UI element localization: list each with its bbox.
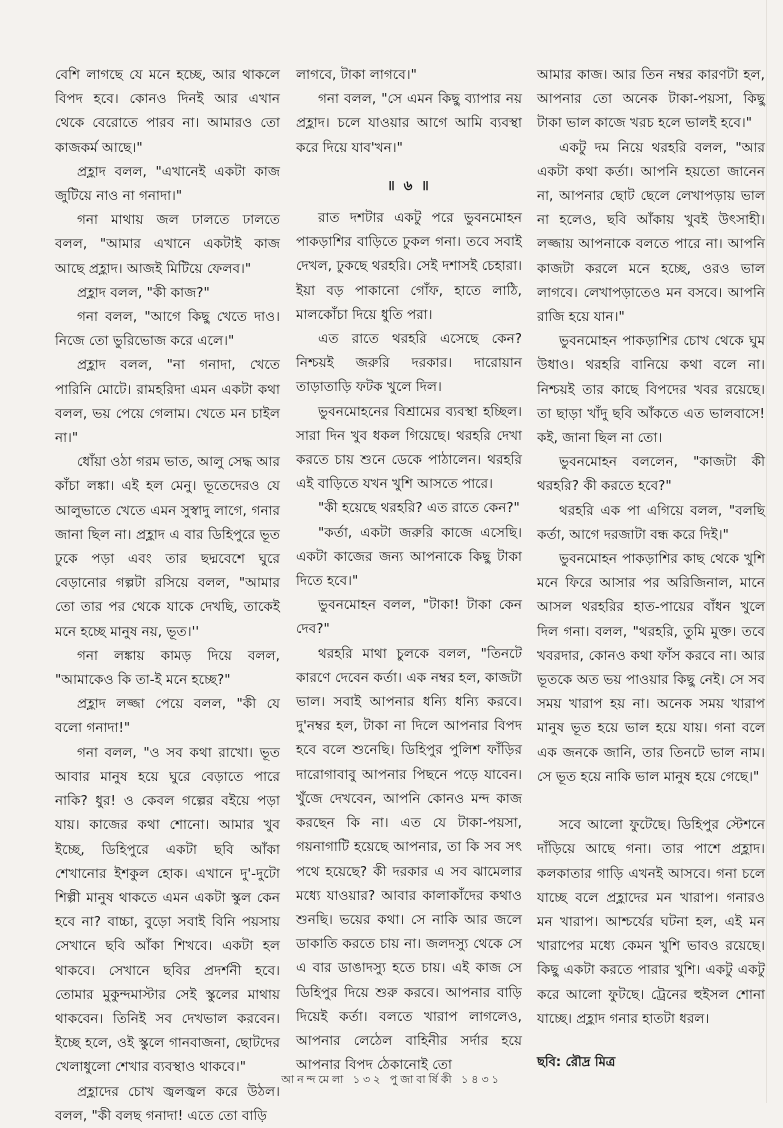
paragraph: আমার কাজ। আর তিন নম্বর কারণটা হল, আপনার তো অনেক টাকা-পয়সা, কিছু টাকা ভাল কাজে খরচ হলে ভালই হবে।" <box>537 67 765 132</box>
paragraph: প্রহ্লাদ বলল, "না গনাদা, খেতে পারিনি মোটে। রামহরিদা এমন একটা কথা বলল, ভয় পেয়ে গেলাম। খেতে মন চাইল না।" <box>55 357 280 447</box>
illustration-credit: ছবি: রৌদ্র মিত্র <box>537 1054 616 1070</box>
column-2-top-paragraphs <box>296 63 522 160</box>
page-footer: আনন্দমেলা ১৩২ পুজাবার্ষিকী ১৪৩১ <box>281 1073 502 1086</box>
paragraph: সবে আলো ফুটেছে। ডিহিপুর স্টেশনে দাঁড়িয়ে আছে গনা। তার পাশে প্রহ্লাদ। কলকাতার গাড়ি এখনই আসবে। গনা চলে যাচ্ছে বলে প্রহ্লাদের মন খারাপ। গনারও মন খারাপ। আশ্চর্যের ঘটনা হল, এই মন খারাপের মধ্যে কেমন খুশি ভাবও রয়েছে। কিছু একটা করতে পারার খুশি। একটু একটু করে আলো ফুটছে। ট্রেনের হুইসল শোনা যাচ্ছে। প্রহ্লাদ গনার হাতটা ধরল। <box>537 817 765 1027</box>
page-edge-line <box>766 0 767 1103</box>
paragraph: থরহরি এক পা এগিয়ে বলল, "বলছি কর্তা, আগে দরজাটা বন্ধ করে দিই।" <box>537 502 765 543</box>
column-3-top-paragraphs <box>537 63 765 789</box>
paragraph: ভুবনমোহন পাকড়াশির কাছ থেকে খুশি মনে ফিরে আসার পর অরিজিনাল, মানে আসল থরহরির হাত-পায়ের বাঁধন খুলে দিল গনা। বলল, "থরহরি, তুমি মুক্ত। তবে খবরদার, কোনও কথা ফাঁস করবে না। আর ভূতকে অত ভয় পাওয়ার কিছু নেই। সে সব সময় খারাপ হয় না। অনেক সময় খারাপ মানুষ ভূত হয়ে ভাল হয়ে যায়। গনা বলে এক জনকে জানি, তার তিনটে ভাল নাম। সে ভূত হয়ে নাকি ভাল মানুষ হয়ে গেছে।" <box>537 551 765 785</box>
paragraph: গনা বলল, "সে এমন কিছু ব্যাপার নয় প্রহ্লাদ। চলে যাওয়ার আগে আমি ব্যবস্থা করে দিয়ে যাব'খন।" <box>296 91 522 156</box>
paragraph: ভুবনমোহন পাকড়াশির চোখ থেকে ঘুম উধাও। থরহরি বানিয়ে কথা বলে না। নিশ্চয়ই তার কাছে বিপদের খবর রয়েছে। তা ছাড়া খাঁদু ছবি আঁকতে এত ভালবাসে! কই, জানা ছিল না তো। <box>537 333 765 447</box>
paragraph: বেশি লাগছে যে মনে হচ্ছে, আর থাকলে বিপদ হবে। কোনও দিনই আর এখান থেকে বেরোতে পারব না। আমারও তো কাজকর্ম আছে।" <box>55 67 280 156</box>
paragraph: রাত দশটার একটু পরে ভুবনমোহন পাকড়াশির বাড়িতে ঢুকল গনা। তবে সবাই দেখল, ঢুকছে থরহরি। সেই দশাসই চেহারা। ইয়া বড় পাকানো গোঁফ, হাতে লাঠি, মালকোঁচা দিয়ে ধুতি পরা। <box>296 210 522 323</box>
paragraph: একটু দম নিয়ে থরহরি বলল, "আর একটা কথা কর্তা। আপনি হয়তো জানেন না, আপনার ছোট ছেলে লেখাপড়ায় ভাল না হলেও, ছবি আঁকায় খুবই উৎসাহী। লজ্জায় আপনাকে বলতে পারে না। আপনি কাজটা করলে মনে হচ্ছে, ওরও ভাল লাগবে। লেখাপড়াতেও মন বসবে। আপনি রাজি হয়ে যান।" <box>537 139 765 326</box>
text-column-2 <box>296 63 522 1077</box>
paragraph: প্রহ্লাদ লজ্জা পেয়ে বলল, "কী যে বলো গনাদা!" <box>55 696 280 737</box>
paragraph: ভুবনমোহন বললেন, "কাজটা কী থরহরি? কী করতে হবে?" <box>537 454 765 495</box>
scene-break <box>537 789 765 813</box>
paragraph: ভুবনমোহন বলল, "টাকা! টাকা কেন দেব?" <box>296 597 522 638</box>
paragraph: গনা মাথায় জল ঢালতে ঢালতে বলল, "আমার এখানে একটাই কাজ আছে প্রহ্লাদ। আজই মিটিয়ে ফেলব।" <box>55 212 280 277</box>
paragraph: ধোঁয়া ওঠা গরম ভাত, আলু সেদ্ধ আর কাঁচা লঙ্কা। এই হল মেনু। ভূতেদেরও যে আলুভাতে খেতে এমন সুস্বাদু লাগে, গনার জানা ছিল না। প্রহ্লাদ এ বার ডিহিপুরে ভূত ঢুকে পড়া এবং তার ছদ্মবেশে ঘুরে বেড়ানোর গল্পটা রসিয়ে বলল, "আমার তো তার পর থেকে যাকে দেখছি, তাকেই মনে হচ্ছে মানুষ নয়, ভূত।'' <box>55 454 280 640</box>
paragraph: গনা লঙ্কায় কামড় দিয়ে বলল, "আমাকেও কি তা-ই মনে হচ্ছে?" <box>55 647 280 689</box>
paragraph: "কী হয়েছে থরহরি? এত রাতে কেন?" <box>318 500 520 517</box>
paragraph: লাগবে, টাকা লাগবে।" <box>296 67 417 83</box>
paragraph: প্রহ্লাদের চোখ জ্বলজ্বল করে উঠল। বলল, "কী বলছ গনাদা! এতে তো বাড়ি <box>55 1083 280 1124</box>
column-3-bottom-paragraphs <box>537 813 765 1031</box>
paragraph: থরহরি মাথা চুলকে বলল, "তিনটে কারণে দেবেন কর্তা। এক নম্বর হল, কাজটা ভাল। সবাই আপনার ধন্যি ধন্যি করবে। দু'নম্বর হল, টাকা না দিলে আপনার বিপদ হবে বলে শুনেছি। ডিহিপুর পুলিশ ফাঁড়ির দারোগাবাবু আপনার পিছনে পড়ে যাবেন। খুঁজে দেখবেন, আপনি কোনও মন্দ কাজ করছেন কি না। এত যে টাকা-পয়সা, গয়নাগাটি হয়েছে আপনার, তা কি সব সৎ পথে হয়েছে? কী দরকার এ সব ঝামেলার মধ্যে যাওয়ার? আবার কালাকাঁদের কথাও শুনছি। ভয়ের কথা। সে নাকি আর জলে ডাকাতি করতে চায় না। জলদস্যু থেকে সে এ বার ডাঙাদস্যু হতে চায়। এই কাজ সে ডিহিপুর দিয়ে শুরু করবে। আপনার বাড়ি দিয়েই কর্তা। বলতে খারাপ লাগলেও, আপনার লেঠেল বাহিনীর সর্দার হয়ে আপনার বিপদ ঠেকানোই তো <box>296 645 522 1074</box>
text-column-3 <box>537 63 765 1075</box>
paragraph: গনা বলল, "ও সব কথা রাখো। ভূত আবার মানুষ হয়ে ঘুরে বেড়াতে পারে নাকি? ধুর! ও কেবল গল্পের বইয়ে পড়া যায়। কাজের কথা শোনো। আমার খুব ইচ্ছে, ডিহিপুরে একটা ছবি আঁকা শেখানোর ইশকুল হোক। এখানে দু'-দুটো শিল্পী মানুষ থাকতে এমন একটা স্কুল কেন হবে না? বাচ্চা, বুড়ো সবাই বিনি পয়সায় সেখানে ছবি আঁকা শিখবে। একটা হল থাকবে। সেখানে ছবির প্রদর্শনী হবে। তোমার মুকুন্দমাস্টার সেই স্কুলের মাথায় থাকবেন। তিনিই সব দেখভাল করবেন। ইচ্ছে হলে, ওই স্কুলে গানবাজনা, ছোটদের খেলাধুলো শেখার ব্যবস্থাও থাকবে।" <box>55 744 280 1076</box>
paragraph: ভুবনমোহনের বিশ্রামের ব্যবস্থা হচ্ছিল। সারা দিন খুব ধকল গিয়েছে। থরহরি দেখা করতে চায় শুনে ডেকে পাঠালেন। থরহরি এই বাড়িতে যখন খুশি আসতে পারে। <box>296 403 522 493</box>
text-column-1 <box>55 63 280 1128</box>
paragraph: "কর্তা, একটা জরুরি কাজে এসেছি। একটা কাজের জন্য আপনাকে কিছু টাকা দিতে হবে।" <box>296 524 522 590</box>
section-number: ॥ ৬ ॥ <box>387 177 431 194</box>
paragraph: এত রাতে থরহরি এসেছে কেন? নিশ্চয়ই জরুরি দরকার। দারোয়ান তাড়াতাড়ি ফটক খুলে দিল। <box>296 331 522 396</box>
paragraph: প্রহ্লাদ বলল, "কী কাজ?" <box>77 284 210 301</box>
column-2-bottom-paragraphs <box>296 206 522 1077</box>
paragraph: প্রহ্লাদ বলল, "এখানেই একটা কাজ জুটিয়ে নাও না গনাদা।" <box>55 163 280 205</box>
paragraph: গনা বলল, "আগে কিছু খেতে দাও। নিজে তো ভুরিভোজ করে এলে।" <box>55 309 280 350</box>
